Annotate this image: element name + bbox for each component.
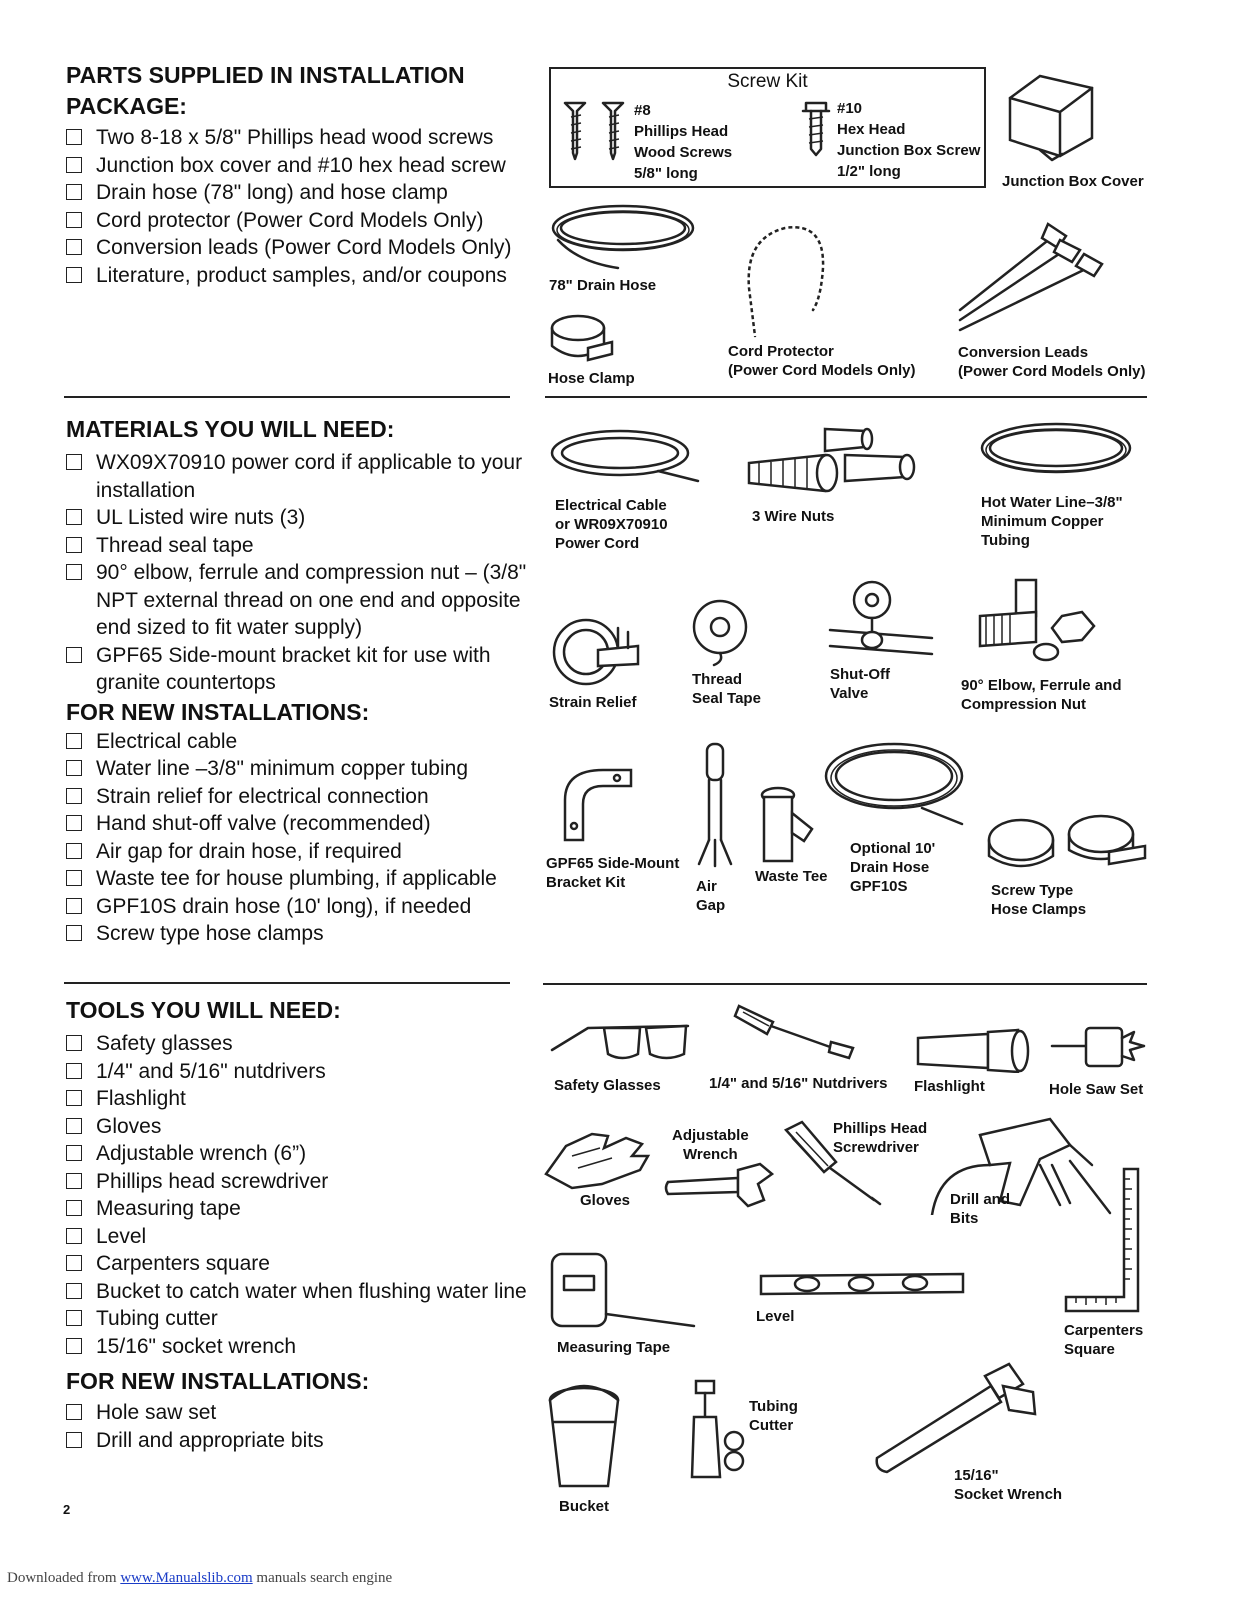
phillips-screwdriver-label: Phillips Head Screwdriver xyxy=(833,1120,928,1156)
hot-water-line-icon xyxy=(978,418,1138,488)
checklist-item-text: Literature, product samples, and/or coupons xyxy=(96,263,507,287)
safety-glasses-icon xyxy=(548,1018,693,1073)
adjustable-wrench-icon xyxy=(664,1160,774,1210)
hose-clamp-label: Hose Clamp xyxy=(548,370,635,387)
checklist-item xyxy=(66,1113,536,1141)
checklist-item-text: Screw type hose clamps xyxy=(96,922,324,945)
air-gap-icon xyxy=(695,740,735,870)
checklist-item xyxy=(66,783,536,811)
checkbox-icon[interactable] xyxy=(66,1255,82,1271)
checklist-item-text: Gloves xyxy=(96,1114,162,1138)
tools-column xyxy=(66,995,536,1454)
carpenters-square-icon xyxy=(1062,1165,1142,1315)
checklist-item-text: Thread seal tape xyxy=(96,533,254,557)
checkbox-icon[interactable] xyxy=(66,1063,82,1079)
materials-column xyxy=(66,414,536,948)
checkbox-icon[interactable] xyxy=(66,925,82,941)
checklist-item-text: Level xyxy=(96,1224,147,1248)
checkbox-icon[interactable] xyxy=(66,1228,82,1244)
parts-heading: PARTS SUPPLIED IN INSTALLATION PACKAGE: xyxy=(66,62,465,119)
checklist-item-text: Tubing cutter xyxy=(96,1307,218,1330)
checklist-item xyxy=(66,1427,536,1455)
checklist-item-text: WX09X70910 power cord if applicable to your installation xyxy=(96,451,523,502)
checkbox-icon[interactable] xyxy=(66,1035,82,1051)
checklist-item xyxy=(66,1223,536,1251)
parts-list xyxy=(66,124,536,289)
materials-new-heading: FOR NEW INSTALLATIONS: xyxy=(66,698,370,725)
junction-box-cover-icon xyxy=(1000,68,1100,163)
checklist-item xyxy=(66,1278,536,1306)
checklist-item xyxy=(66,755,536,783)
wood-screw-text: #8 Phillips Head Wood Screws 5/8" long xyxy=(634,102,733,182)
checkbox-icon[interactable] xyxy=(66,1338,82,1354)
tubing-cutter-icon xyxy=(688,1377,748,1487)
checklist-item-text: Carpenters square xyxy=(96,1252,270,1275)
safety-glasses-label: Safety Glasses xyxy=(554,1077,661,1094)
checklist-item xyxy=(66,504,536,532)
checkbox-icon[interactable] xyxy=(66,1432,82,1448)
level-label: Level xyxy=(756,1308,795,1325)
page-number: 2 xyxy=(63,1502,71,1517)
divider xyxy=(64,982,510,984)
checklist-item-text: Hole saw set xyxy=(96,1401,217,1424)
checkbox-icon[interactable] xyxy=(66,239,82,255)
hex-screw-text: #10 Hex Head Junction Box Screw 1/2" long xyxy=(837,100,981,180)
checklist-item xyxy=(66,179,536,207)
checklist-item xyxy=(66,1168,536,1196)
strain-relief-icon xyxy=(548,608,643,693)
checkbox-icon[interactable] xyxy=(66,184,82,200)
checklist-item xyxy=(66,1140,536,1168)
conversion-leads-label: Conversion Leads (Power Cord Models Only) xyxy=(958,344,1146,380)
divider xyxy=(545,396,1147,398)
checklist-item-text: Water line –3/8" minimum copper tubing xyxy=(96,757,469,780)
cord-protector-label: Cord Protector (Power Cord Models Only) xyxy=(728,343,916,379)
tools-new-heading: FOR NEW INSTALLATIONS: xyxy=(66,1368,370,1394)
checklist-item xyxy=(66,152,536,180)
checklist-item-text: 1/4" and 5/16" nutdrivers xyxy=(96,1059,326,1083)
screw-clamps-icon xyxy=(985,810,1150,880)
checkbox-icon[interactable] xyxy=(66,760,82,776)
wire-nuts-icon xyxy=(745,425,920,495)
drain-hose-label: 78" Drain Hose xyxy=(549,277,657,294)
checkbox-icon[interactable] xyxy=(66,815,82,831)
checklist-item xyxy=(66,1399,536,1427)
checklist-item-text: 15/16" socket wrench xyxy=(96,1334,297,1358)
tools-list xyxy=(66,1030,536,1360)
checklist-item xyxy=(66,1030,536,1058)
waste-tee-icon xyxy=(758,785,818,865)
nutdrivers-icon xyxy=(733,992,858,1062)
checkbox-icon[interactable] xyxy=(66,1200,82,1216)
checklist-item-text: UL Listed wire nuts (3) xyxy=(96,506,306,529)
checklist-item xyxy=(66,1333,536,1361)
optional-drain-hose-label: Optional 10' Drain Hose GPF10S xyxy=(850,840,936,895)
optional-drain-hose-icon xyxy=(822,738,972,828)
hole-saw-icon xyxy=(1050,1018,1150,1078)
footer-suffix: manuals search engine xyxy=(252,1570,393,1586)
checklist-item-text: Measuring tape xyxy=(96,1197,241,1220)
checklist-item xyxy=(66,532,536,560)
bucket-label: Bucket xyxy=(559,1498,610,1515)
checkbox-icon[interactable] xyxy=(66,870,82,886)
screw-clamps-label: Screw Type Hose Clamps xyxy=(991,882,1087,918)
checklist-item xyxy=(66,838,536,866)
checkbox-icon[interactable] xyxy=(66,129,82,145)
checkbox-icon[interactable] xyxy=(66,564,82,580)
measuring-tape-label: Measuring Tape xyxy=(557,1339,671,1356)
checklist-item xyxy=(66,1195,536,1223)
materials-list xyxy=(66,449,536,697)
checklist-item xyxy=(66,1250,536,1278)
checkbox-icon[interactable] xyxy=(66,788,82,804)
air-gap-label: Air Gap xyxy=(696,878,726,914)
screw-kit-title: Screw Kit xyxy=(727,71,808,92)
gloves-label: Gloves xyxy=(580,1192,631,1209)
checkbox-icon[interactable] xyxy=(66,1118,82,1134)
adjustable-wrench-label: Adjustable Wrench xyxy=(672,1127,749,1163)
socket-wrench-label: 15/16" Socket Wrench xyxy=(954,1467,1063,1503)
waste-tee-label: Waste Tee xyxy=(755,868,828,885)
checklist-item-text: Junction box cover and #10 hex head screw xyxy=(96,153,506,177)
bracket-kit-label: GPF65 Side-Mount Bracket Kit xyxy=(546,855,680,891)
checkbox-icon[interactable] xyxy=(66,212,82,228)
checklist-item-text: Electrical cable xyxy=(96,729,238,753)
checkbox-icon[interactable] xyxy=(66,898,82,914)
checklist-item xyxy=(66,1058,536,1086)
footer-prefix: Downloaded from xyxy=(7,1570,121,1586)
checklist-item xyxy=(66,234,536,262)
checkbox-icon[interactable] xyxy=(66,1145,82,1161)
hole-saw-label: Hole Saw Set xyxy=(1049,1081,1144,1098)
footer-link[interactable]: www.Manualslib.com xyxy=(120,1570,253,1586)
electrical-cable-icon xyxy=(548,425,703,490)
checklist-item-text: Adjustable wrench (6”) xyxy=(96,1142,307,1165)
checkbox-icon[interactable] xyxy=(66,267,82,283)
checklist-item xyxy=(66,810,536,838)
footer xyxy=(7,1570,392,1587)
divider xyxy=(543,983,1147,985)
checkbox-icon[interactable] xyxy=(66,509,82,525)
drain-hose-icon xyxy=(548,200,698,275)
junction-box-cover-label: Junction Box Cover xyxy=(1002,173,1144,190)
checklist-item xyxy=(66,642,536,697)
divider xyxy=(64,396,510,398)
carpenters-square-label: Carpenters Square xyxy=(1064,1322,1144,1358)
checklist-item-text: Phillips head screwdriver xyxy=(96,1169,329,1193)
strain-relief-label: Strain Relief xyxy=(549,694,637,711)
checklist-item-text: GPF10S drain hose (10' long), if needed xyxy=(96,894,472,918)
checklist-item-text: Bucket to catch water when flushing water line xyxy=(96,1279,527,1303)
flashlight-icon xyxy=(914,1028,1034,1073)
checklist-item-text: Flashlight xyxy=(96,1087,186,1110)
tools-heading: TOOLS YOU WILL NEED: xyxy=(66,997,341,1023)
checklist-item xyxy=(66,865,536,893)
drill-label: Drill and Bits xyxy=(950,1191,1011,1227)
checklist-item-text: Waste tee for house plumbing, if applicable xyxy=(96,867,497,890)
checklist-item xyxy=(66,559,536,642)
screw-kit-box xyxy=(549,67,986,188)
checkbox-icon[interactable] xyxy=(66,647,82,663)
checklist-item-text: Cord protector (Power Cord Models Only) xyxy=(96,208,484,232)
flashlight-label: Flashlight xyxy=(914,1078,985,1095)
gloves-icon xyxy=(542,1126,652,1191)
checkbox-icon[interactable] xyxy=(66,1283,82,1299)
checklist-item-text: Safety glasses xyxy=(96,1032,233,1055)
checkbox-icon[interactable] xyxy=(66,843,82,859)
checklist-item-text: Hand shut-off valve (recommended) xyxy=(96,812,431,835)
shutoff-valve-label: Shut-Off Valve xyxy=(830,666,890,702)
checklist-item xyxy=(66,207,536,235)
cord-protector-icon xyxy=(735,218,835,338)
checklist-item-text: Conversion leads (Power Cord Models Only) xyxy=(96,236,512,259)
wood-screw-icon xyxy=(559,101,629,161)
hot-water-line-label: Hot Water Line–3/8" Minimum Copper Tubing xyxy=(981,494,1123,549)
hose-clamp-icon xyxy=(548,308,618,368)
hex-screw-icon xyxy=(801,99,831,157)
level-icon xyxy=(757,1268,967,1308)
checklist-item-text: Drill and appropriate bits xyxy=(96,1428,324,1452)
checklist-item-text: Air gap for drain hose, if required xyxy=(96,839,402,863)
checklist-item xyxy=(66,893,536,921)
checklist-item-text: Strain relief for electrical connection xyxy=(96,784,429,808)
bracket-kit-icon xyxy=(555,760,645,850)
thread-seal-tape-label: Thread Seal Tape xyxy=(692,671,761,707)
wire-nuts-label: 3 Wire Nuts xyxy=(752,508,835,525)
checklist-item xyxy=(66,920,536,948)
checklist-item xyxy=(66,728,536,756)
elbow-icon xyxy=(976,576,1101,666)
checkbox-icon[interactable] xyxy=(66,157,82,173)
checklist-item xyxy=(66,1305,536,1333)
measuring-tape-icon xyxy=(548,1250,698,1340)
nutdrivers-label: 1/4" and 5/16" Nutdrivers xyxy=(709,1075,888,1092)
checklist-item-text: 90° elbow, ferrule and compression nut – (3/8" NPT external thread on one end and opposite end sized to fit water supply) xyxy=(96,561,527,639)
materials-heading: MATERIALS YOU WILL NEED: xyxy=(66,416,395,442)
tools-new-list xyxy=(66,1399,536,1454)
socket-wrench-icon xyxy=(873,1362,1043,1477)
checkbox-icon[interactable] xyxy=(66,537,82,553)
checkbox-icon[interactable] xyxy=(66,454,82,470)
checkbox-icon[interactable] xyxy=(66,1404,82,1420)
checklist-item-text: Drain hose (78" long) and hose clamp xyxy=(96,181,448,204)
checklist-item-text: Two 8-18 x 5/8" Phillips head wood screws xyxy=(96,126,494,149)
elbow-label: 90° Elbow, Ferrule and Compression Nut xyxy=(961,677,1122,713)
conversion-leads-icon xyxy=(956,220,1106,335)
checklist-column xyxy=(66,60,536,289)
checklist-item xyxy=(66,449,536,504)
checkbox-icon[interactable] xyxy=(66,1090,82,1106)
bucket-icon xyxy=(546,1382,626,1492)
checkbox-icon[interactable] xyxy=(66,733,82,749)
tubing-cutter-label: Tubing Cutter xyxy=(749,1398,798,1434)
thread-seal-tape-icon xyxy=(690,597,750,667)
checklist-item-text: GPF65 Side-mount bracket kit for use with granite countertops xyxy=(96,643,491,694)
shutoff-valve-icon xyxy=(826,578,936,658)
checklist-item xyxy=(66,262,536,290)
checklist-item xyxy=(66,124,536,152)
checklist-item xyxy=(66,1085,536,1113)
materials-new-list xyxy=(66,728,536,948)
checkbox-icon[interactable] xyxy=(66,1310,82,1326)
checkbox-icon[interactable] xyxy=(66,1173,82,1189)
electrical-cable-label: Electrical Cable or WR09X70910 Power Cord xyxy=(555,497,668,552)
